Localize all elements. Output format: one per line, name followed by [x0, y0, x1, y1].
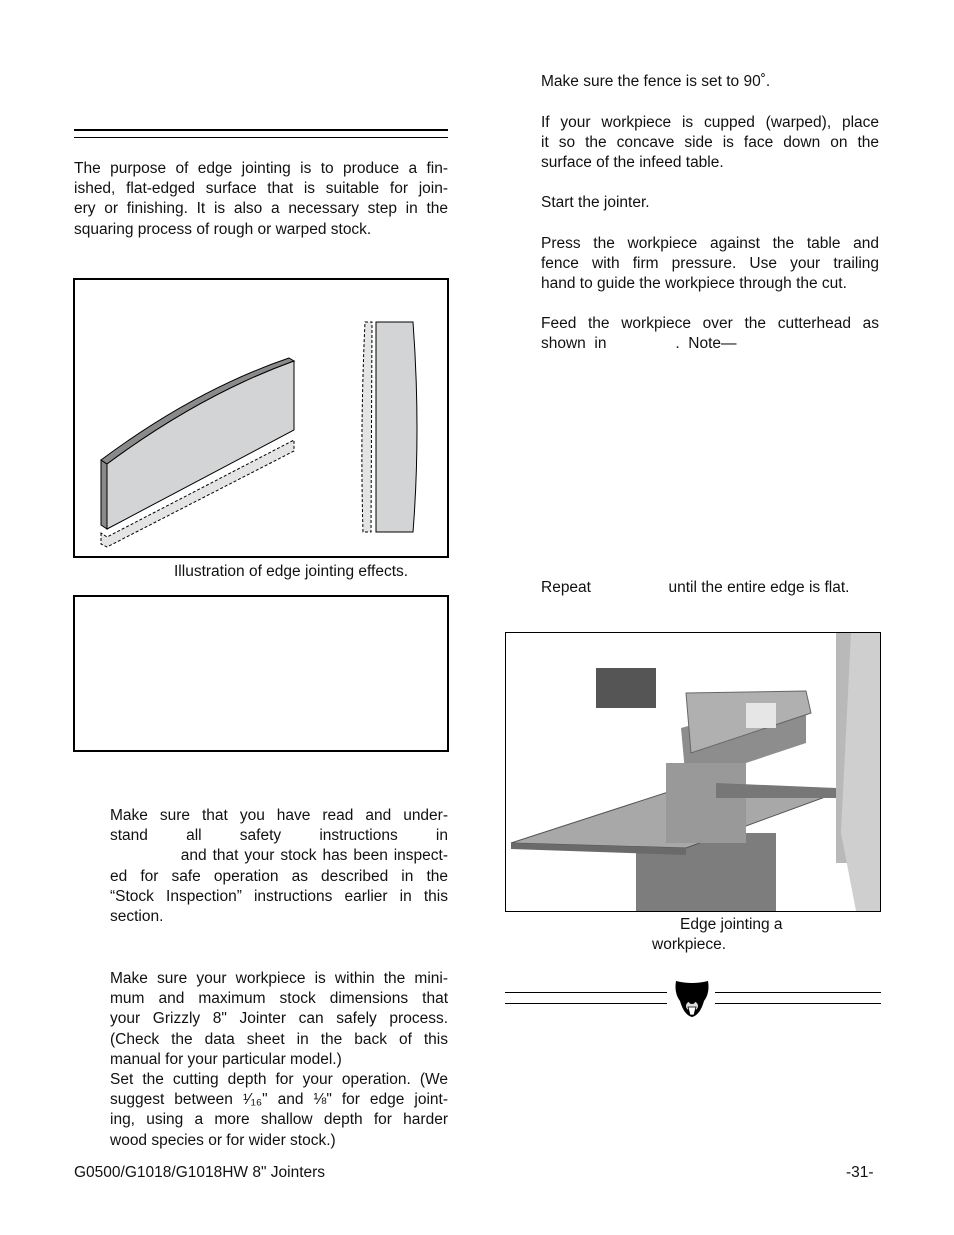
step-6: [541, 193, 879, 213]
text-line: your Grizzly 8" Jointer can safely process.: [110, 1010, 448, 1028]
divider-line: [505, 992, 667, 993]
text-line: If your workpiece is cupped (warped), place: [541, 114, 879, 131]
text-line: ished, flat-edged surface that is suitable for join-: [74, 180, 448, 198]
divider-line: [715, 1003, 881, 1004]
text-line: surface of the infeed table.: [541, 154, 724, 172]
text-line: shown in . Note—: [541, 335, 737, 353]
figure2-caption-line: Edge jointing a: [680, 916, 783, 933]
footer-page-number: -31-: [846, 1164, 874, 1181]
text-line: The purpose of edge jointing is to produce a fin-: [74, 160, 448, 177]
text-line: suggest between ¹⁄₁₆" and ⅛" for edge joint-: [110, 1091, 448, 1109]
step-9: [541, 578, 879, 598]
figure-edge-jointing-illustration: [73, 278, 449, 558]
grizzly-bear-logo-icon: [673, 979, 711, 1019]
text-line: wood species or for wider stock.): [110, 1131, 336, 1149]
intro-paragraph: [74, 159, 448, 240]
text-line: squaring process of rough or warped stock.: [74, 220, 372, 238]
text-line: and that your stock has been inspect-: [110, 847, 448, 865]
footer-manual-title: G0500/G1018/G1018HW 8" Jointers: [74, 1164, 326, 1181]
step-1: [110, 806, 448, 927]
figure-edge-jointing-photo: [505, 632, 881, 912]
step-7: [541, 234, 879, 295]
step-4: [541, 72, 879, 92]
text-line: ery or finishing. It is also a necessary step in the: [74, 200, 448, 218]
divider-line: [715, 992, 881, 993]
text-line: manual for your particular model.): [110, 1050, 342, 1068]
text-line: ed for safe operation as described in the: [110, 867, 448, 885]
figure2-caption: [652, 915, 783, 955]
step-2: [110, 969, 448, 1070]
board-illustration: [75, 280, 447, 556]
section-heading-rule: [74, 137, 448, 138]
divider-line: [505, 1003, 667, 1004]
text-line: section.: [110, 908, 164, 926]
text-line: stand all safety instructions in: [110, 827, 448, 845]
text-line: hand to guide the workpiece through the cut.: [541, 275, 847, 293]
text-line: (Check the data sheet in the back of this: [110, 1030, 448, 1048]
text-line: “Stock Inspection” instructions earlier in this: [110, 887, 448, 905]
notice-box: [73, 595, 449, 752]
text-line: Make sure that you have read and under-: [110, 807, 448, 824]
figure2-caption-line: workpiece.: [652, 936, 727, 954]
text-line: fence with firm pressure. Use your trailing: [541, 255, 879, 273]
text-line: Start the jointer.: [541, 194, 650, 211]
text-line: mum and maximum stock dimensions that: [110, 990, 448, 1008]
jointer-photo: [506, 633, 880, 911]
step-5: [541, 113, 879, 174]
text-line: Set the cutting depth for your operation. (We: [110, 1071, 448, 1088]
text-line: Make sure your workpiece is within the mini-: [110, 970, 448, 987]
figure1-caption: Illustration of edge jointing effects.: [174, 563, 409, 580]
text-line: ing, using a more shallow depth for harder: [110, 1111, 448, 1129]
text-line: Make sure the fence is set to 90˚.: [541, 73, 771, 90]
step-3: [110, 1070, 448, 1151]
section-heading-rule: [74, 129, 448, 131]
text-line: Feed the workpiece over the cutterhead as: [541, 315, 879, 332]
text-line: Press the workpiece against the table and: [541, 235, 879, 252]
step-8: [541, 314, 879, 354]
text-line: Repeat until the entire edge is flat.: [541, 579, 850, 596]
text-line: it so the concave side is face down on the: [541, 134, 879, 152]
